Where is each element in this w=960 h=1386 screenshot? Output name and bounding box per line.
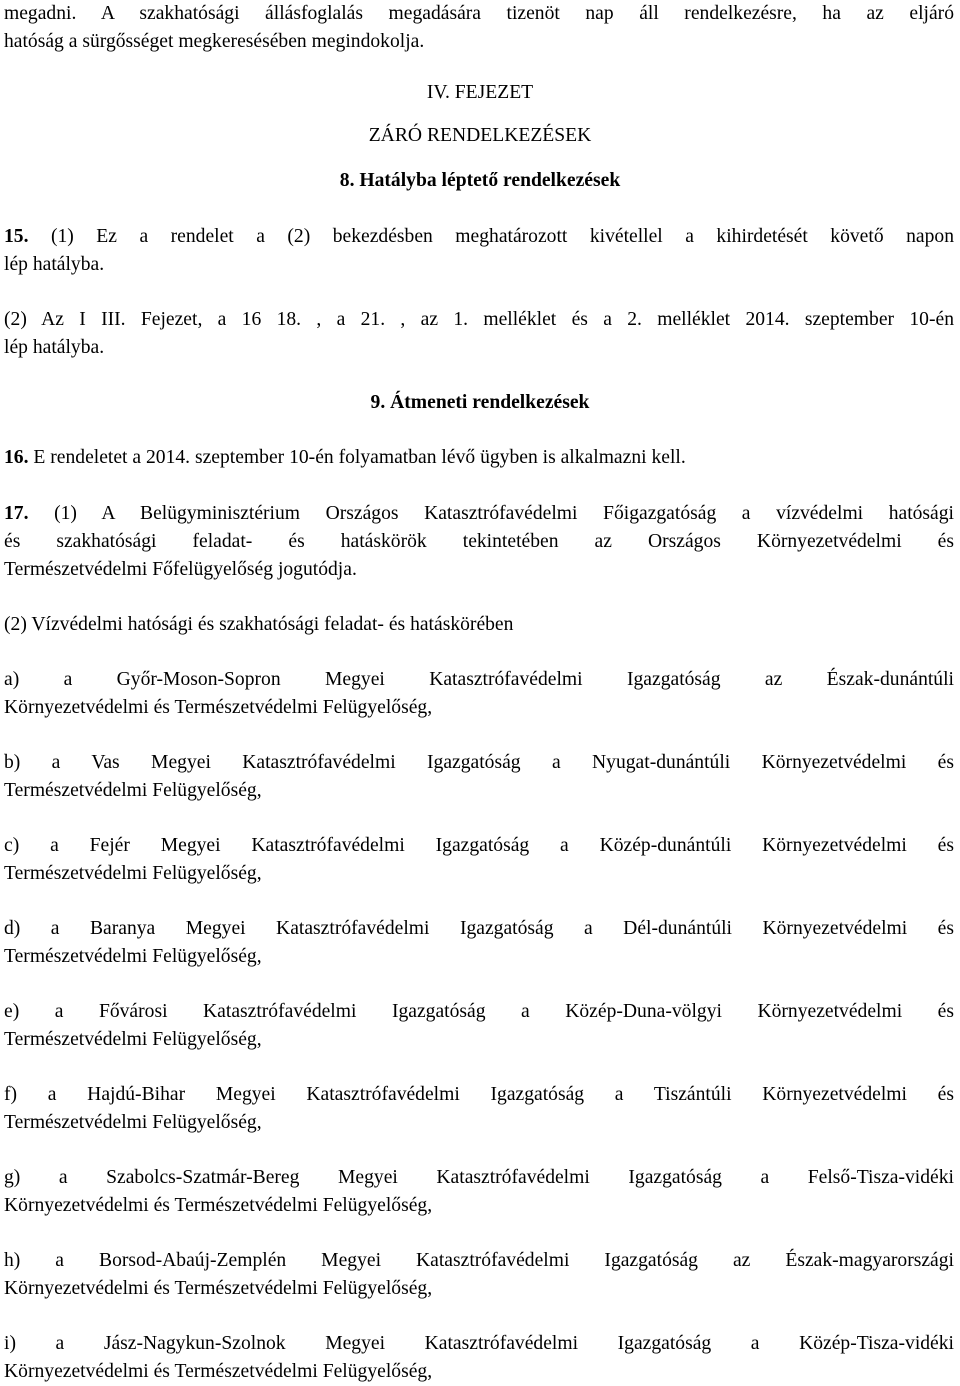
section-9-heading: 9. Átmeneti rendelkezések <box>370 392 590 413</box>
paragraph-16-text: E rendeletet a 2014. szeptember 10-én folyamatban lévő ügyben is alkalmazni kell. <box>28 447 686 468</box>
chapter-title: ZÁRÓ RENDELKEZÉSEK <box>368 125 592 146</box>
paragraph-16-number: 16. <box>4 447 29 468</box>
list-item-g-line-2: Környezetvédelmi és Természetvédelmi Felügyelőség, <box>4 1195 433 1216</box>
paragraph-15-sub-2-line-2: lép hatályba. <box>4 337 105 358</box>
list-item-i-line-1: i) a Jász-Nagykun-Szolnok Megyei Katasztrófavédelmi Igazgatóság a Közép-Tisza-vidéki <box>4 1333 954 1354</box>
paragraph-17-line-2: és szakhatósági feladat- és hatáskörök tekintetében az Országos Környezetvédelmi és <box>4 531 954 552</box>
paragraph-17-sub-2: (2) Vízvédelmi hatósági és szakhatósági feladat- és hatáskörében <box>4 614 514 635</box>
paragraph-16 <box>4 446 954 470</box>
intro-line-2: hatóság a sürgősséget megkeresésében megindokolja. <box>4 31 425 52</box>
paragraph-15-number: 15. <box>4 226 29 247</box>
list-item-h-line-2: Környezetvédelmi és Természetvédelmi Felügyelőség, <box>4 1278 433 1299</box>
list-item-c-line-1: c) a Fejér Megyei Katasztrófavédelmi Igazgatóság a Közép-dunántúli Környezetvédelmi és <box>4 835 954 856</box>
list-item-c-line-2: Természetvédelmi Felügyelőség, <box>4 863 262 884</box>
paragraph-17-line-1-text: (1) A Belügyminisztérium Országos Katasztrófavédelmi Főigazgatóság a vízvédelmi hatósági <box>28 503 954 524</box>
list-item-d-line-1: d) a Baranya Megyei Katasztrófavédelmi Igazgatóság a Dél-dunántúli Környezetvédelmi és <box>4 918 954 939</box>
paragraph-17-number: 17. <box>4 503 29 524</box>
paragraph-15-line-1 <box>4 225 954 249</box>
list-item-d-line-2: Természetvédelmi Felügyelőség, <box>4 946 262 967</box>
list-item-i-line-2: Környezetvédelmi és Természetvédelmi Felügyelőség, <box>4 1361 433 1382</box>
list-item-a-line-2: Környezetvédelmi és Természetvédelmi Felügyelőség, <box>4 697 433 718</box>
intro-line-1: megadni. A szakhatósági állásfoglalás megadására tizenöt nap áll rendelkezésre, ha az eljáró <box>4 3 954 24</box>
list-item-e-line-1: e) a Fővárosi Katasztrófavédelmi Igazgatóság a Közép-Duna-völgyi Környezetvédelmi és <box>4 1001 954 1022</box>
list-item-h-line-1: h) a Borsod-Abaúj-Zemplén Megyei Katasztrófavédelmi Igazgatóság az Észak-magyarországi <box>4 1250 954 1271</box>
paragraph-17-line-3: Természetvédelmi Főfelügyelőség jogutódja. <box>4 559 357 580</box>
chapter-number: IV. FEJEZET <box>426 82 534 103</box>
list-item-f-line-1: f) a Hajdú-Bihar Megyei Katasztrófavédelmi Igazgatóság a Tiszántúli Környezetvédelmi és <box>4 1084 954 1105</box>
list-item-f-line-2: Természetvédelmi Felügyelőség, <box>4 1112 262 1133</box>
list-item-b-line-2: Természetvédelmi Felügyelőség, <box>4 780 262 801</box>
list-item-e-line-2: Természetvédelmi Felügyelőség, <box>4 1029 262 1050</box>
paragraph-15-line-1-text: (1) Ez a rendelet a (2) bekezdésben meghatározott kivétellel a kihirdetését követő napon <box>28 226 954 247</box>
paragraph-17-line-1 <box>4 502 954 526</box>
list-item-b-line-1: b) a Vas Megyei Katasztrófavédelmi Igazgatóság a Nyugat-dunántúli Környezetvédelmi és <box>4 752 954 773</box>
paragraph-15-line-2: lép hatályba. <box>4 254 105 275</box>
paragraph-15-sub-2-line-1: (2) Az I III. Fejezet, a 16 18. , a 21. , az 1. melléklet és a 2. melléklet 2014. szeptember 10-én <box>4 309 954 330</box>
list-item-a-line-1: a) a Győr-Moson-Sopron Megyei Katasztrófavédelmi Igazgatóság az Észak-dunántúli <box>4 669 954 690</box>
section-8-heading: 8. Hatályba léptető rendelkezések <box>339 170 621 191</box>
list-item-g-line-1: g) a Szabolcs-Szatmár-Bereg Megyei Katasztrófavédelmi Igazgatóság a Felső-Tisza-vidéki <box>4 1167 954 1188</box>
